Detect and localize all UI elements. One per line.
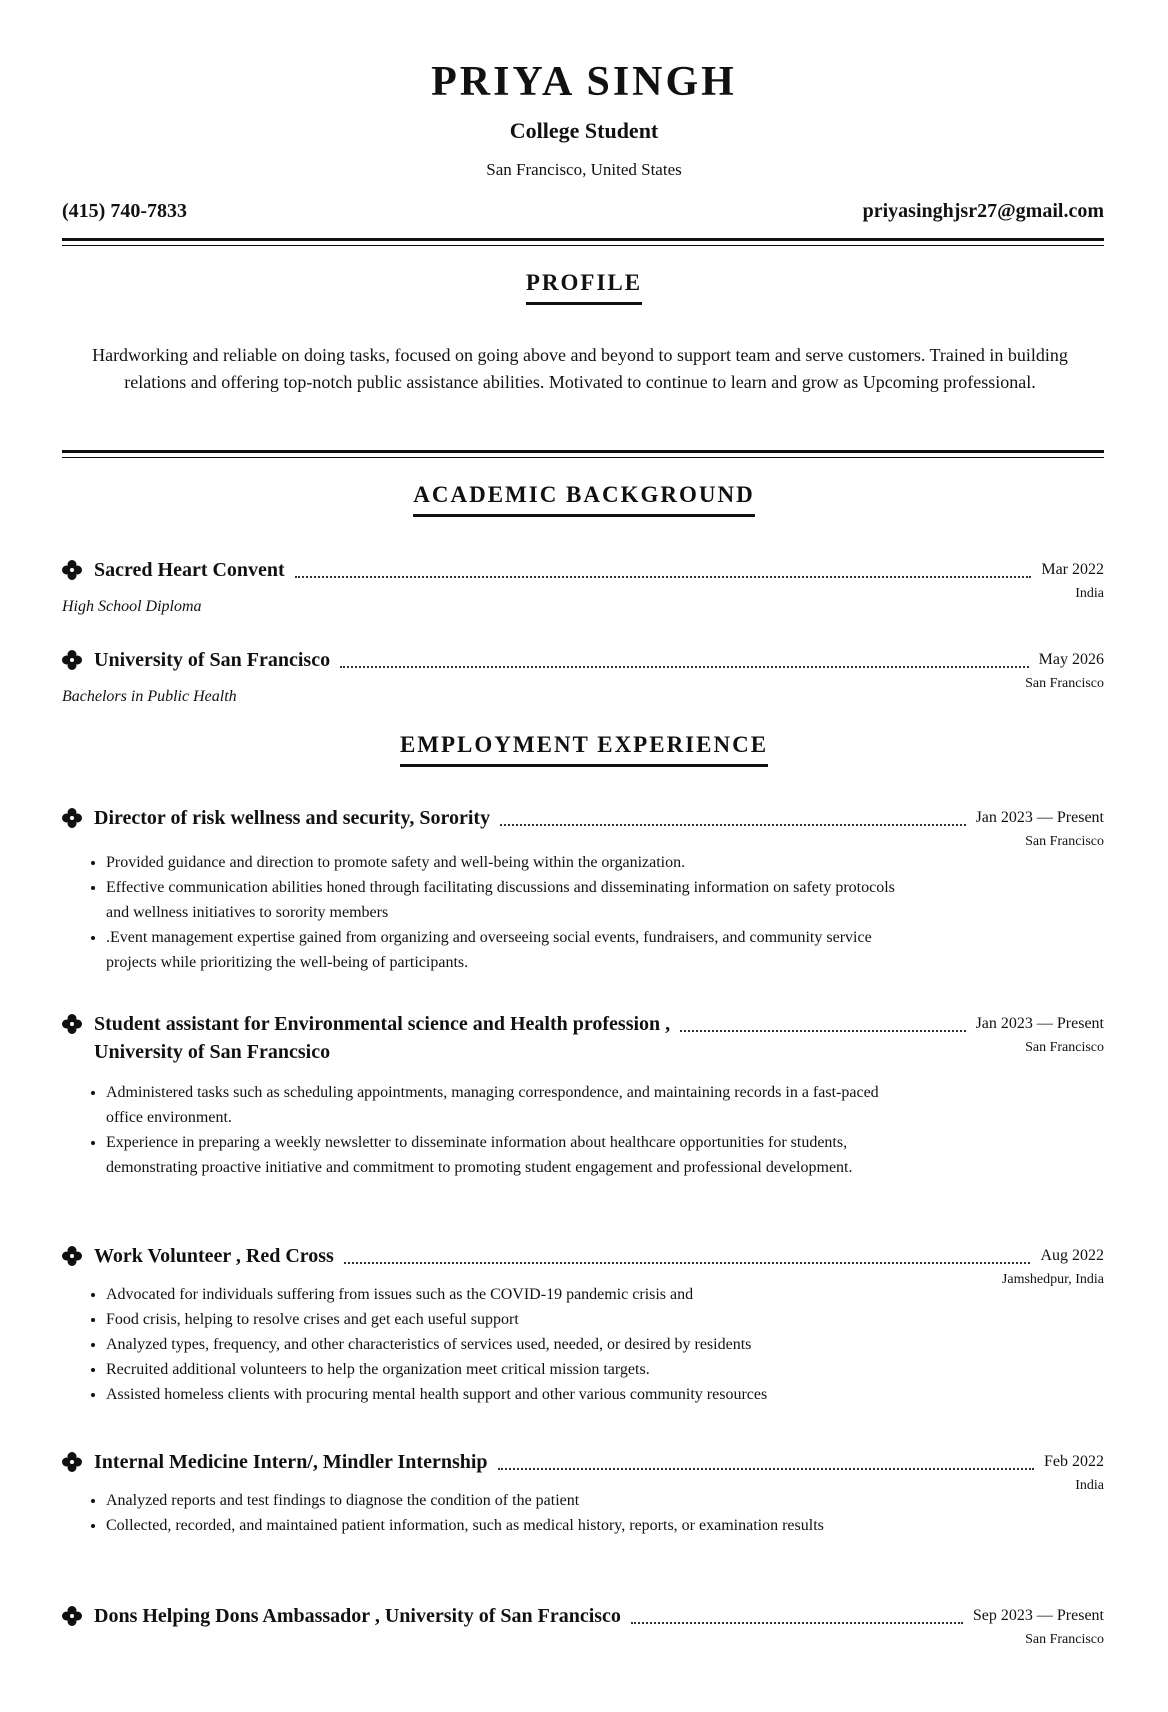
list-item: • Experience in preparing a weekly newsletter to disseminate information about healthcare opportunities for students, demonstrating proactive initiative and commitment to promoting student engagement and professional development. <box>106 1130 906 1180</box>
entry-place: Jamshedpur, India <box>1001 1272 1104 1287</box>
clover-bullet-icon <box>62 1014 82 1034</box>
divider-rule <box>62 450 1104 458</box>
list-item: • Administered tasks such as scheduling appointments, managing correspondence, and maintaining records in a fast-paced office environment. <box>106 1080 906 1130</box>
clover-bullet-icon <box>62 650 82 670</box>
job-organization: University of San Francsico <box>94 1041 331 1063</box>
job-bullets <box>62 1080 906 1180</box>
dotted-leader <box>498 1448 1034 1470</box>
entry-date: Mar 2022 <box>1041 561 1104 578</box>
entry-place: India <box>1075 586 1104 601</box>
candidate-location: San Francisco, United States <box>486 160 682 179</box>
dotted-leader <box>500 804 965 826</box>
school-name: Sacred Heart Convent <box>94 559 285 581</box>
candidate-name: PRIYA SINGH <box>431 59 737 105</box>
entry-date: Jan 2023 — Present <box>975 809 1104 826</box>
list-item: • Collected, recorded, and maintained patient information, such as medical history, reports, or examination results <box>106 1513 906 1538</box>
job-entry <box>62 1010 1104 1180</box>
degree-name: Bachelors in Public Health <box>62 688 237 705</box>
employment-heading: EMPLOYMENT EXPERIENCE <box>0 732 1168 767</box>
entry-place: San Francisco <box>1025 1040 1104 1055</box>
entry-place: San Francisco <box>1025 1632 1104 1647</box>
clover-bullet-icon <box>62 1606 82 1626</box>
dotted-leader <box>680 1010 965 1032</box>
list-item: • Assisted homeless clients with procuring mental health support and other various community resources <box>106 1382 906 1407</box>
dotted-leader <box>340 646 1029 668</box>
job-entry <box>62 1242 1104 1407</box>
job-title: Director of risk wellness and security, Sorority <box>94 807 491 829</box>
entry-place: San Francisco <box>1025 676 1104 691</box>
job-entry <box>62 1602 1104 1648</box>
list-item: • Advocated for individuals suffering from issues such as the COVID-19 pandemic crisis and <box>106 1282 906 1307</box>
list-item: • Effective communication abilities honed through facilitating discussions and disseminating information on safety protocols and wellness initiatives to sorority members <box>106 875 906 925</box>
entry-date: Jan 2023 — Present <box>975 1015 1104 1032</box>
list-item: • Analyzed reports and test findings to diagnose the condition of the patient <box>106 1488 906 1513</box>
entry-date: Feb 2022 <box>1044 1453 1104 1470</box>
job-bullets <box>62 850 906 975</box>
job-entry <box>62 804 1104 975</box>
list-item: • Food crisis, helping to resolve crises and get each useful support <box>106 1307 906 1332</box>
degree-name: High School Diploma <box>62 598 202 615</box>
entry-place: San Francisco <box>1025 834 1104 849</box>
list-item: • Provided guidance and direction to promote safety and well-being within the organization. <box>106 850 906 875</box>
clover-bullet-icon <box>62 1452 82 1472</box>
email-address[interactable]: priyasinghjsr27@gmail.com <box>862 200 1104 222</box>
profile-summary: Hardworking and reliable on doing tasks, focused on going above and beyond to support team and serve customers. Trained in building relations and offering top-notch public assistance abilities. Motivated to continue to learn and grow as Upcoming professional. <box>92 345 1068 392</box>
candidate-subtitle: College Student <box>509 118 659 143</box>
phone-number: (415) 740-7833 <box>62 200 187 222</box>
job-title: Work Volunteer , Red Cross <box>94 1245 334 1267</box>
academic-heading: ACADEMIC BACKGROUND <box>0 482 1168 517</box>
list-item: • .Event management expertise gained from organizing and overseeing social events, fundraisers, and community service projects while prioritizing the well-being of participants. <box>106 925 906 975</box>
clover-bullet-icon <box>62 1246 82 1266</box>
profile-heading: PROFILE <box>0 270 1168 305</box>
list-item: • Recruited additional volunteers to help the organization meet critical mission targets. <box>106 1357 906 1382</box>
dotted-leader <box>295 556 1032 578</box>
job-title: Internal Medicine Intern/, Mindler Internship <box>94 1451 488 1473</box>
job-entry <box>62 1448 1104 1538</box>
clover-bullet-icon <box>62 808 82 828</box>
job-title: Dons Helping Dons Ambassador , University of San Francisco <box>94 1605 621 1627</box>
dotted-leader <box>631 1602 963 1624</box>
entry-date: Aug 2022 <box>1040 1247 1104 1264</box>
list-item: • Analyzed types, frequency, and other characteristics of services used, needed, or desired by residents <box>106 1332 906 1357</box>
job-bullets <box>62 1282 906 1407</box>
education-entry <box>62 646 1104 706</box>
entry-date: Sep 2023 — Present <box>972 1607 1104 1624</box>
entry-date: May 2026 <box>1038 651 1104 668</box>
job-title: Student assistant for Environmental science and Health profession , <box>94 1013 671 1035</box>
school-name: University of San Francisco <box>94 649 331 671</box>
clover-bullet-icon <box>62 560 82 580</box>
divider-rule <box>62 238 1104 246</box>
education-entry <box>62 556 1104 616</box>
contact-row <box>62 200 1104 223</box>
dotted-leader <box>344 1242 1031 1264</box>
job-bullets <box>62 1488 906 1538</box>
entry-place: India <box>1075 1478 1104 1493</box>
